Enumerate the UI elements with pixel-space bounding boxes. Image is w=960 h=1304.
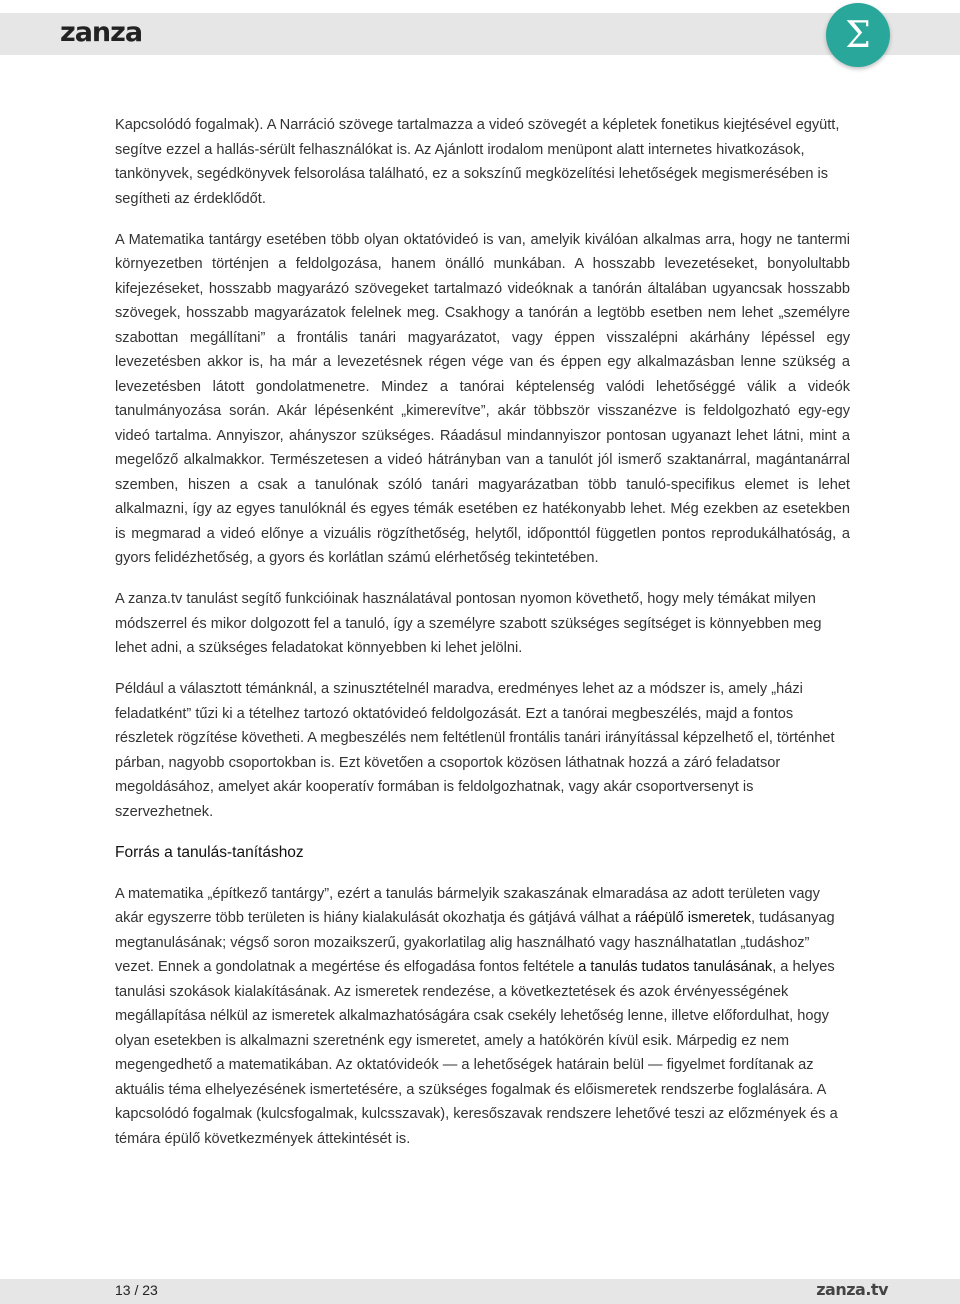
paragraph-5-part-c: , a helyes tanulási szokások kialakításának. Az ismeretek rendezése, a következtetések és azok érvényességének megállapítása nélkül az ismeretek alkalmazhatóságára csak csekély lehetőség lenne, illetve előfordulhat, hogy olyan esetekben is alkalmazni szeretnénk egy ismeretet, amely a hatókörén kívül esik. Márpedig ez nem megengedhető a matematikában. Az oktatóvideók — a lehetőségek határain belül — figyelmet fordítanak az aktuális téma elhelyezésének ismertetésére, a szükséges fogalmak és előismeretek rendszerbe foglalására. A kapcsolódó fogalmak (kulcsfogalmak, kulcsszavak), keresőszavak rendszere lehetővé teszi az előzmények és a témára épülő következmények áttekintését is.	[115, 959, 838, 1147]
tudatos-tanulas-term: a tanulás tudatos tanulásának	[578, 959, 773, 975]
document-body	[115, 113, 850, 1168]
sigma-icon: Σ	[826, 3, 890, 67]
footer-bar	[0, 1279, 960, 1304]
paragraph-3: A zanza.tv tanulást segítő funkcióinak használatával pontosan nyomon követhető, hogy mely témákat milyen módszerrel és mikor dolgozott fel a tanuló, így a személyre szabott szükséges segítséget is könnyebben meg lehet adni, a szükséges feladatokat könnyebben ki lehet jelölni.	[115, 591, 822, 656]
paragraph-5-part-a: A matematika „építkező tantárgy”, ezért a tanulás bármelyik szakaszának elmaradása az adott területen vagy akár egyszerre több területen is hiány kialakulását okozhatja és gátjává válhat a	[115, 885, 820, 926]
paragraph-1: Kapcsolódó fogalmak). A Narráció szövege tartalmazza a videó szövegét a képletek fonetikus kiejtésével együtt, segítve ezzel a hallás-sérült felhasználókat is. Az Ajánlott irodalom menüpont alatt internetes hivatkozások, tankönyvek, segédkönyvek felsorolása található, ez a sokszínű megközelítési lehetőségek megismerésében is segítheti az érdeklődőt.	[115, 117, 840, 207]
paragraph-4: Például a választott témánknál, a szinusztételnél maradva, eredményes lehet az a módszer is, amely „házi feladatként” tűzi ki a tételhez tartozó oktatóvideó feldolgozását. Ezt a tanórai megbeszélés, majd a fontos részletek rögzítése követheti. A megbeszélés nem feltétlenül frontális tanári irányítással képzelhető el, történhet párban, nagyobb csoportokban is. Ezt követően a csoportok közösen láthatnak hozzá a záró feladatsor megoldásához, amelyet akár kooperatív formában is feldolgozhatnak, vagy akár csoportversenyt is szervezhetnek.	[115, 681, 835, 820]
section-heading: Forrás a tanulás-tanításhoz	[115, 843, 304, 861]
zanza-tv-logo[interactable]: zanza.tv	[816, 1280, 888, 1299]
ramapulo-ismeretek-term: ráépülő ismeretek	[635, 910, 752, 926]
paragraph-5	[115, 882, 850, 1152]
page-number: 13 / 23	[115, 1282, 158, 1298]
paragraph-2: A Matematika tantárgy esetében több olyan oktatóvideó is van, amelyik kiválóan alkalmas arra, hogy ne tantermi környezetben történjen a feldolgozása, hanem önálló munkában. A hosszabb levezetéseket, bonyolultabb kifejezéseket, hosszabb magyarázó szövegeket tartalmazó videóknak a tanórán általában ugyancsak hosszabb szövegek, hosszabb magyarázatok felelnek meg. Csakhogy a tanórán a legtöbb esetben nem lehet „személyre szabottan megállítani” a frontális tanári magyarázatot, vagy éppen visszalépni akárhány lépéssel egy levezetésben akkor is, ha már a levezetésnek régen vége van és éppen egy alkalmazásban lenne szükség a levezetésben látott gondolatmenetre. Mindez a tanórai képtelenség valódi lehetőséggé válik a videók tanulmányozása során. Akár lépésenként „kimerevítve”, akár többször visszanézve is feldolgozható egy-egy videó tartalma. Annyiszor, ahányszor szükséges. Ráadásul mindannyiszor pontosan ugyanazt lehet látni, mint a megelőző alkalmakkor. Természetesen a videó hátrányban van a tanulót jól ismerő szaktanárral, magántanárral szemben, hiszen a csak a tanulónak szóló tanári magyarázatban több tanuló-specifikus elemet is lehet alkalmazni, így az egyes tanulóknál és egyes témák esetében ez hatékonyabb lehet. Még ezekben az esetekben is megmarad a videó előnye a vizuális rögzíthetőség, helytől, időponttól független pontos reprodukálhatóság, a gyors felidézhetőség, a gyors és korlátlan számú elérhetőség tekintetében.	[115, 231, 850, 566]
header-bar	[0, 13, 960, 55]
zanza-logo[interactable]: zanza	[60, 17, 143, 48]
paragraph-5-part-b: , tudásanyag megtanulásának; végső soron mozaikszerű, gyakorlatilag alig használható vagy használhatatlan „tudáshoz” vezet. Ennek a gondolatnak a megértése és elfogadása fontos feltétele	[115, 910, 835, 975]
